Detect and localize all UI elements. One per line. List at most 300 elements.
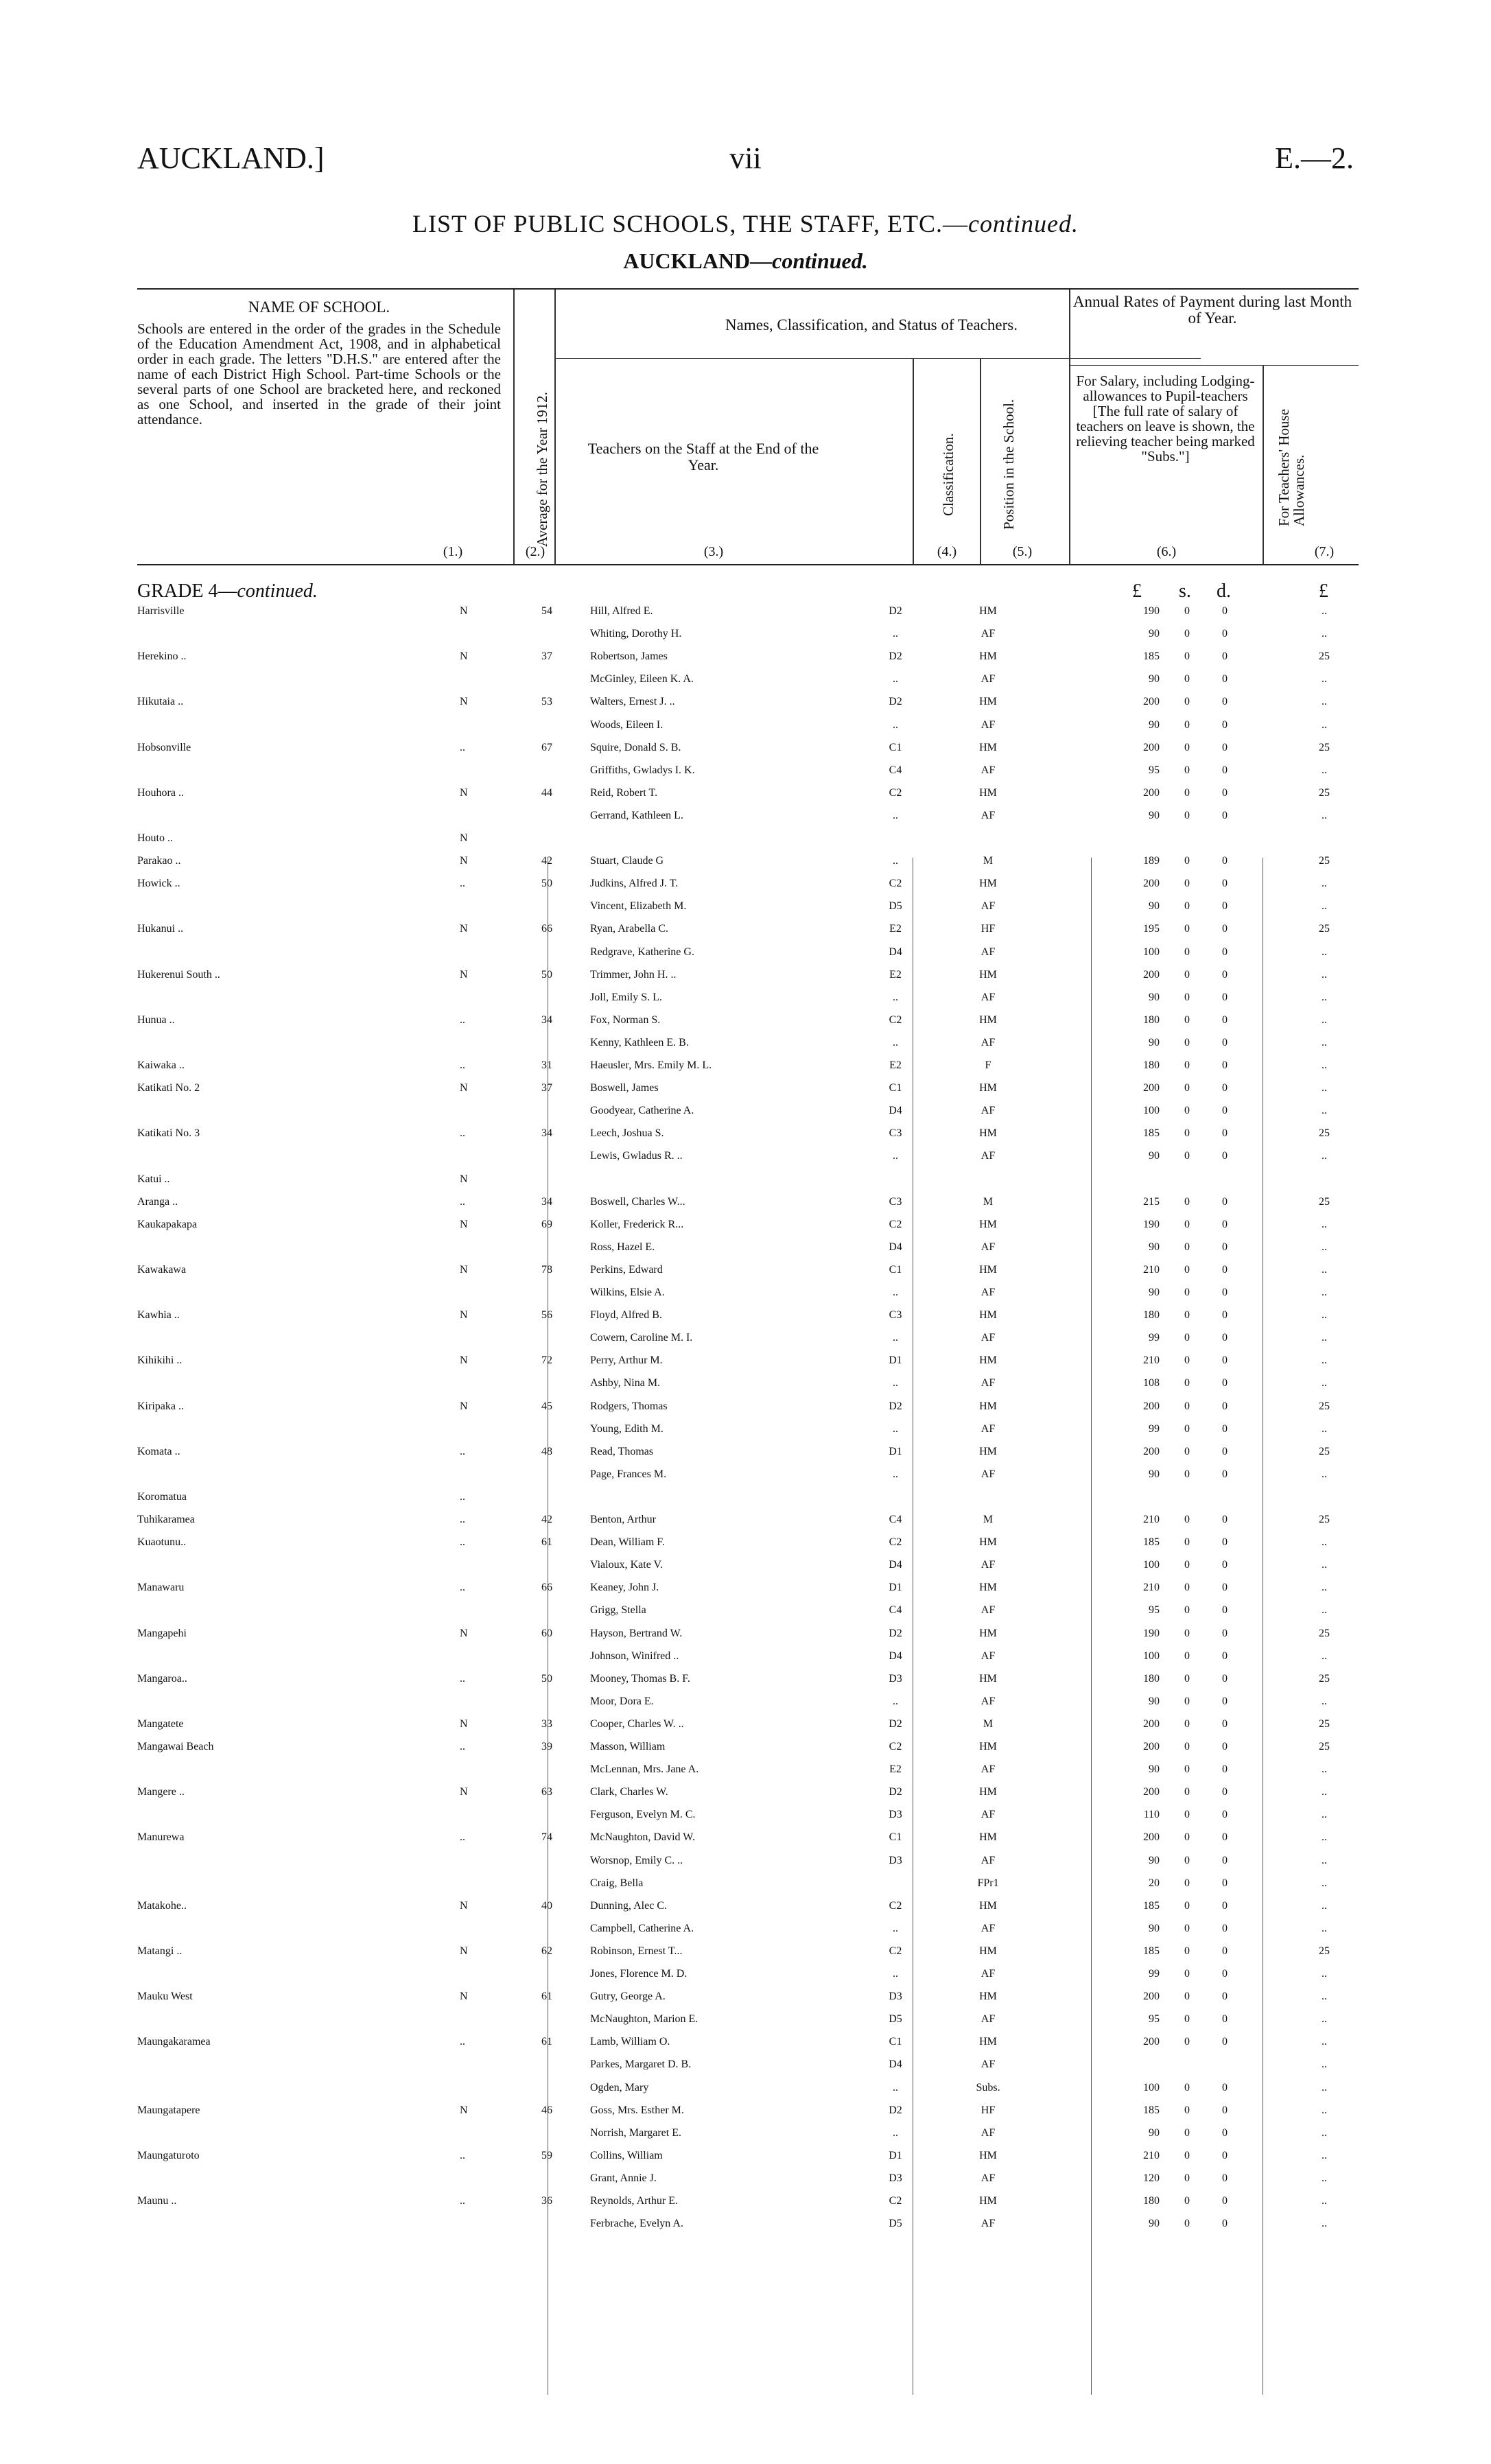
average-attendance: 33 xyxy=(541,1717,552,1730)
salary-pence: 0 xyxy=(1222,1241,1228,1253)
average-attendance: 37 xyxy=(541,1082,552,1094)
average-attendance: 42 xyxy=(541,1514,552,1525)
average-attendance: 66 xyxy=(541,1582,552,1594)
salary-shillings: 0 xyxy=(1184,2081,1190,2093)
salary-pounds: 100 xyxy=(1143,946,1160,958)
region-title-continued: continued. xyxy=(772,248,868,273)
position: HF xyxy=(981,2104,996,2116)
table-row xyxy=(137,1423,1359,1446)
salary-shillings: 0 xyxy=(1184,2172,1190,2184)
house-allowance: .. xyxy=(1322,1831,1327,1844)
salary-pounds: 100 xyxy=(1143,1650,1160,1662)
table-row xyxy=(137,1809,1359,1831)
average-attendance: 39 xyxy=(541,1741,552,1752)
native-flag: N xyxy=(460,2104,468,2116)
classification: .. xyxy=(893,2081,898,2093)
position: HF xyxy=(981,923,996,935)
salary-pence: 0 xyxy=(1222,1332,1228,1344)
salary-shillings: 0 xyxy=(1184,1922,1190,1934)
position: HM xyxy=(979,1536,997,1549)
salary-pence: 0 xyxy=(1222,1877,1228,1889)
salary-pounds: 200 xyxy=(1143,2036,1160,2048)
salary-pence: 0 xyxy=(1222,1287,1228,1298)
salary-pence: 0 xyxy=(1222,1922,1228,1934)
school-name: Matangi .. xyxy=(137,1945,183,1957)
school-name: Mangawai Beach xyxy=(137,1741,214,1752)
school-name: Komata .. xyxy=(137,1445,180,1457)
classification: D2 xyxy=(889,650,902,663)
salary-shillings: 0 xyxy=(1184,1059,1190,1071)
classification: C4 xyxy=(889,1604,902,1617)
salary-shillings: 0 xyxy=(1184,1741,1190,1752)
house-allowance: .. xyxy=(1322,1854,1327,1866)
teacher-name: Masson, William xyxy=(590,1741,666,1752)
classification: D2 xyxy=(889,1400,902,1412)
salary-shillings: 0 xyxy=(1184,1150,1190,1162)
position: HM xyxy=(979,1786,997,1798)
salary-shillings: 0 xyxy=(1184,2149,1190,2161)
average-attendance: 36 xyxy=(541,2195,552,2207)
classification: D1 xyxy=(889,1582,902,1594)
position: AF xyxy=(981,2172,996,2184)
position: HM xyxy=(979,1627,997,1639)
salary-pence: 0 xyxy=(1222,696,1228,708)
salary-pence: 0 xyxy=(1222,878,1228,890)
house-allowance: .. xyxy=(1322,2013,1327,2026)
salary-shillings: 0 xyxy=(1184,1695,1190,1707)
house-allowance: .. xyxy=(1322,1241,1327,1253)
table-row xyxy=(137,1763,1359,1786)
school-name: Hukerenui South .. xyxy=(137,968,220,981)
salary-pence: 0 xyxy=(1222,605,1228,617)
salary-shillings: 0 xyxy=(1184,696,1190,708)
native-flag: N xyxy=(460,1309,468,1322)
house-allowance: .. xyxy=(1322,1763,1327,1776)
native-flag: N xyxy=(460,1899,468,1912)
average-attendance: 31 xyxy=(541,1059,552,1071)
salary-shillings: 0 xyxy=(1184,1468,1190,1480)
position: AF xyxy=(981,1763,996,1776)
school-name: Kihikihi .. xyxy=(137,1354,183,1367)
school-name: Manawaru xyxy=(137,1582,185,1594)
table-row xyxy=(137,2218,1359,2240)
table-row xyxy=(137,696,1359,718)
teacher-name: Haeusler, Mrs. Emily M. L. xyxy=(590,1059,712,1071)
table-row xyxy=(137,2082,1359,2104)
salary-pence: 0 xyxy=(1222,1059,1228,1071)
salary-shillings: 0 xyxy=(1184,1127,1190,1140)
position: AF xyxy=(981,2013,996,2026)
classification: D3 xyxy=(889,1809,902,1821)
teacher-name: Judkins, Alfred J. T. xyxy=(590,878,679,890)
salary-shillings: 0 xyxy=(1184,605,1190,617)
position: AF xyxy=(981,1150,996,1162)
salary-pence: 0 xyxy=(1222,650,1228,663)
table-row xyxy=(137,2013,1359,2036)
school-name: Hikutaia .. xyxy=(137,696,184,708)
average-attendance: 72 xyxy=(541,1354,552,1367)
school-name: Mangapehi xyxy=(137,1627,187,1639)
native-flag: N xyxy=(460,968,468,981)
position: AF xyxy=(981,673,996,685)
teacher-name: Stuart, Claude G xyxy=(590,855,664,867)
position: HM xyxy=(979,1945,997,1957)
header-region: AUCKLAND.] xyxy=(137,141,325,175)
classification: E2 xyxy=(889,923,902,935)
school-name: Harrisville xyxy=(137,605,185,617)
house-allowance: 25 xyxy=(1319,1445,1330,1457)
house-allowance: 25 xyxy=(1319,1195,1330,1208)
salary-pence: 0 xyxy=(1222,1899,1228,1912)
table-row xyxy=(137,2036,1359,2058)
teacher-name: Benton, Arthur xyxy=(590,1514,656,1525)
salary-pounds: 200 xyxy=(1143,1831,1160,1844)
position: AF xyxy=(981,628,996,640)
native-flag: N xyxy=(460,1786,468,1798)
salary-shillings: 0 xyxy=(1184,1582,1190,1594)
teacher-name: Ryan, Arabella C. xyxy=(590,923,668,935)
classification: D2 xyxy=(889,1786,902,1798)
table-row xyxy=(137,1696,1359,1718)
house-allowance: .. xyxy=(1322,1082,1327,1094)
table-row xyxy=(137,1014,1359,1037)
teacher-name: Page, Frances M. xyxy=(590,1468,667,1480)
house-allowance: 25 xyxy=(1319,1127,1330,1140)
teacher-name: Worsnop, Emily C. .. xyxy=(590,1854,683,1866)
table-row xyxy=(137,1945,1359,1968)
table-row xyxy=(137,1514,1359,1536)
average-attendance: 74 xyxy=(541,1831,552,1844)
salary-pounds: 200 xyxy=(1143,696,1160,708)
header-page-number: vii xyxy=(729,141,762,175)
native-flag: N xyxy=(460,786,468,799)
native-flag: N xyxy=(460,1218,468,1230)
salary-shillings: 0 xyxy=(1184,991,1190,1003)
native-flag: N xyxy=(460,1354,468,1367)
school-name: Mauku West xyxy=(137,1991,193,2003)
house-allowance: .. xyxy=(1322,1150,1327,1162)
col-num-6: (6.) xyxy=(1156,544,1177,559)
position: HM xyxy=(979,1309,997,1322)
native-flag: N xyxy=(460,923,468,935)
table-row xyxy=(137,1855,1359,1877)
salary-pence: 0 xyxy=(1222,1991,1228,2003)
salary-shillings: 0 xyxy=(1184,809,1190,821)
position: AF xyxy=(981,764,996,776)
salary-shillings: 0 xyxy=(1184,923,1190,935)
salary-pounds: 95 xyxy=(1149,764,1160,776)
table-row xyxy=(137,878,1359,900)
salary-pounds: 200 xyxy=(1143,1741,1160,1752)
house-allowance: .. xyxy=(1322,946,1327,958)
house-allowance: 25 xyxy=(1319,650,1330,663)
teacher-name: Norrish, Margaret E. xyxy=(590,2126,681,2139)
position: HM xyxy=(979,2036,997,2048)
school-name: Aranga .. xyxy=(137,1195,178,1208)
teacher-name: Walters, Ernest J. .. xyxy=(590,696,675,708)
classification: .. xyxy=(893,991,898,1003)
classification: C2 xyxy=(889,2195,902,2207)
table-row xyxy=(137,1582,1359,1604)
table-row xyxy=(137,1559,1359,1582)
table-row xyxy=(137,1332,1359,1354)
table-row xyxy=(137,742,1359,764)
house-allowance: .. xyxy=(1322,1332,1327,1344)
salary-pounds: 90 xyxy=(1149,2126,1160,2139)
classification: C1 xyxy=(889,1831,902,1844)
col-num-4: (4.) xyxy=(937,544,957,559)
salary-shillings: 0 xyxy=(1184,1377,1190,1389)
list-title-continued: continued. xyxy=(968,210,1079,237)
classification: C1 xyxy=(889,2036,902,2048)
house-allowance: .. xyxy=(1322,968,1327,981)
grade-continued: continued. xyxy=(237,580,318,602)
classification: C1 xyxy=(889,1082,902,1094)
position: AF xyxy=(981,1036,996,1048)
house-allowance: .. xyxy=(1322,2218,1327,2230)
classification: D4 xyxy=(889,946,902,958)
salary-pence: 0 xyxy=(1222,1763,1228,1776)
teacher-name: Vialoux, Kate V. xyxy=(590,1559,663,1571)
school-name: Mangatete xyxy=(137,1717,184,1730)
teacher-name: Grant, Annie J. xyxy=(590,2172,657,2184)
position: HM xyxy=(979,1400,997,1412)
teacher-name: Keaney, John J. xyxy=(590,1582,659,1594)
teacher-name: Squire, Donald S. B. xyxy=(590,741,681,753)
school-name: Kuaotunu.. xyxy=(137,1536,187,1549)
house-allowance: .. xyxy=(1322,2058,1327,2071)
salary-pence: 0 xyxy=(1222,1309,1228,1322)
salary-pence: 0 xyxy=(1222,946,1228,958)
salary-pence: 0 xyxy=(1222,900,1228,913)
salary-pounds: 210 xyxy=(1143,1514,1160,1525)
salary-pence: 0 xyxy=(1222,1536,1228,1549)
table-row xyxy=(137,810,1359,832)
average-attendance: 34 xyxy=(541,1013,552,1026)
position: AF xyxy=(981,1241,996,1253)
classification: .. xyxy=(893,1287,898,1298)
salary-pence: 0 xyxy=(1222,2149,1228,2161)
native-flag: N xyxy=(460,855,468,867)
classification: D2 xyxy=(889,605,902,617)
teacher-name: Goodyear, Catherine A. xyxy=(590,1105,694,1117)
table-row xyxy=(137,1059,1359,1082)
teacher-name: Reynolds, Arthur E. xyxy=(590,2195,678,2207)
school-name: Tuhikaramea xyxy=(137,1514,195,1525)
salary-shillings: 0 xyxy=(1184,628,1190,640)
salary-pence: 0 xyxy=(1222,1150,1228,1162)
average-attendance: 42 xyxy=(541,855,552,867)
salary-shillings: 0 xyxy=(1184,1968,1190,1980)
average-attendance: 37 xyxy=(541,650,552,663)
salary-pounds: 90 xyxy=(1149,628,1160,640)
classification: D2 xyxy=(889,1627,902,1639)
salary-shillings: 0 xyxy=(1184,946,1190,958)
salary-pounds: 195 xyxy=(1143,923,1160,935)
house-allowance: .. xyxy=(1322,1377,1327,1389)
salary-pounds: 180 xyxy=(1143,1013,1160,1026)
house-allowance: .. xyxy=(1322,1354,1327,1367)
position: AF xyxy=(981,1422,996,1435)
classification: .. xyxy=(893,2126,898,2139)
salary-pounds: 180 xyxy=(1143,1672,1160,1685)
average-attendance: 50 xyxy=(541,968,552,981)
classification: D2 xyxy=(889,2104,902,2116)
native-flag: .. xyxy=(460,1831,465,1844)
teacher-name: Robertson, James xyxy=(590,650,668,663)
classification: .. xyxy=(893,1922,898,1934)
teacher-name: Hill, Alfred E. xyxy=(590,605,653,617)
position: M xyxy=(983,1514,994,1525)
salary-pence: 0 xyxy=(1222,2081,1228,2093)
house-allowance: .. xyxy=(1322,764,1327,776)
classification: .. xyxy=(893,1036,898,1048)
salary-pence: 0 xyxy=(1222,1400,1228,1412)
teacher-name: Collins, William xyxy=(590,2149,663,2161)
salary-shillings: 0 xyxy=(1184,1445,1190,1457)
salary-pounds: 95 xyxy=(1149,1604,1160,1617)
teacher-name: Robinson, Ernest T... xyxy=(590,1945,683,1957)
school-name: Hunua .. xyxy=(137,1013,175,1026)
table-row xyxy=(137,2172,1359,2195)
classification: .. xyxy=(893,1332,898,1344)
salary-pounds: 108 xyxy=(1143,1377,1160,1389)
school-name: Maungaturoto xyxy=(137,2149,200,2161)
classification: .. xyxy=(893,1377,898,1389)
salary-pounds: 99 xyxy=(1149,1332,1160,1344)
salary-shillings: 0 xyxy=(1184,1263,1190,1276)
header-reference: E.—2. xyxy=(1275,141,1354,175)
salary-shillings: 0 xyxy=(1184,2195,1190,2207)
teacher-name: Dean, William F. xyxy=(590,1536,665,1549)
table-row xyxy=(137,1673,1359,1696)
native-flag: N xyxy=(460,696,468,708)
table-row xyxy=(137,900,1359,923)
salary-pounds: 189 xyxy=(1143,855,1160,867)
salary-pounds: 210 xyxy=(1143,1582,1160,1594)
average-attendance: 50 xyxy=(541,1672,552,1685)
house-allowance: 25 xyxy=(1319,1514,1330,1525)
school-name: Kawakawa xyxy=(137,1263,187,1276)
col-num-7: (7.) xyxy=(1314,544,1335,559)
table-row xyxy=(137,1037,1359,1059)
classification: D3 xyxy=(889,1991,902,2003)
salary-shillings: 0 xyxy=(1184,1332,1190,1344)
salary-pence: 0 xyxy=(1222,1082,1228,1094)
native-flag: .. xyxy=(460,1582,465,1594)
average-attendance: 44 xyxy=(541,786,552,799)
position: HM xyxy=(979,1899,997,1912)
house-allowance: .. xyxy=(1322,1695,1327,1707)
teacher-name: Clark, Charles W. xyxy=(590,1786,668,1798)
school-name: Mangaroa.. xyxy=(137,1672,187,1685)
house-allowance: .. xyxy=(1322,1287,1327,1298)
salary-shillings: 0 xyxy=(1184,786,1190,799)
position: AF xyxy=(981,1854,996,1866)
teacher-name: Goss, Mrs. Esther M. xyxy=(590,2104,684,2116)
classification: .. xyxy=(893,1695,898,1707)
classification: D5 xyxy=(889,900,902,913)
position: HM xyxy=(979,741,997,753)
teacher-name: Mooney, Thomas B. F. xyxy=(590,1672,690,1685)
school-name: Kaiwaka .. xyxy=(137,1059,185,1071)
native-flag: .. xyxy=(460,1059,465,1071)
salary-pence: 0 xyxy=(1222,2126,1228,2139)
position: AF xyxy=(981,1922,996,1934)
salary-shillings: 0 xyxy=(1184,1241,1190,1253)
unit-pound-allowance: £ xyxy=(1319,580,1328,602)
header-rule xyxy=(1070,365,1359,366)
position: HM xyxy=(979,650,997,663)
salary-shillings: 0 xyxy=(1184,878,1190,890)
teacher-name: Boswell, James xyxy=(590,1082,659,1094)
classification: E2 xyxy=(889,1763,902,1776)
salary-pence: 0 xyxy=(1222,1968,1228,1980)
table-row xyxy=(137,2195,1359,2218)
salary-shillings: 0 xyxy=(1184,1877,1190,1889)
salary-pence: 0 xyxy=(1222,786,1228,799)
name-column-note: Schools are entered in the order of the grades in the Schedule of the Education Amendment Act, 1908, and in alphabetical order in each grade. The letters "D.H.S." are entered after the name of each District High School. Part-time Schools or the several parts of one School are bracketed here, and reckoned as one School, and inserted in the grade of their joint attendance. xyxy=(137,320,501,427)
table-row xyxy=(137,719,1359,742)
house-allowance: .. xyxy=(1322,2036,1327,2048)
average-attendance: 60 xyxy=(541,1627,552,1639)
native-flag: N xyxy=(460,1263,468,1276)
salary-pence: 0 xyxy=(1222,673,1228,685)
school-name: Houto .. xyxy=(137,832,173,844)
salary-shillings: 0 xyxy=(1184,1763,1190,1776)
teacher-name: Cooper, Charles W. .. xyxy=(590,1717,684,1730)
position: AF xyxy=(981,946,996,958)
native-flag: N xyxy=(460,605,468,617)
house-allowance: .. xyxy=(1322,1786,1327,1798)
house-allowance: .. xyxy=(1322,2195,1327,2207)
salary-pounds: 100 xyxy=(1143,2081,1160,2093)
table-row xyxy=(137,1923,1359,1945)
position: HM xyxy=(979,1013,997,1026)
salary-shillings: 0 xyxy=(1184,2126,1190,2139)
house-allowance: .. xyxy=(1322,1991,1327,2003)
salary-pence: 0 xyxy=(1222,1036,1228,1048)
house-allowance: .. xyxy=(1322,1218,1327,1230)
native-flag: N xyxy=(460,650,468,663)
position-column-header: Position in the School. xyxy=(1000,399,1017,530)
average-attendance: 61 xyxy=(541,1536,552,1549)
position: M xyxy=(983,1717,994,1730)
classification: D4 xyxy=(889,1241,902,1253)
table-row xyxy=(137,2150,1359,2172)
teacher-name: Lamb, William O. xyxy=(590,2036,670,2048)
salary-pounds: 90 xyxy=(1149,1922,1160,1934)
salary-pence: 0 xyxy=(1222,741,1228,753)
table-row xyxy=(137,1446,1359,1468)
teacher-name: Floyd, Alfred B. xyxy=(590,1309,662,1322)
position: HM xyxy=(979,1582,997,1594)
native-flag: .. xyxy=(460,1741,465,1752)
house-allowance: .. xyxy=(1322,1582,1327,1594)
position: AF xyxy=(981,809,996,821)
teacher-name: Fox, Norman S. xyxy=(590,1013,661,1026)
table-row xyxy=(137,2058,1359,2081)
table-row xyxy=(137,1741,1359,1763)
salary-shillings: 0 xyxy=(1184,2013,1190,2026)
region-title-main: AUCKLAND— xyxy=(623,248,773,273)
salary-pounds: 100 xyxy=(1143,1105,1160,1117)
classification: D4 xyxy=(889,1559,902,1571)
house-allowance: .. xyxy=(1322,1309,1327,1322)
salary-shillings: 0 xyxy=(1184,1945,1190,1957)
native-flag: N xyxy=(460,832,468,844)
salary-pounds: 90 xyxy=(1149,1241,1160,1253)
